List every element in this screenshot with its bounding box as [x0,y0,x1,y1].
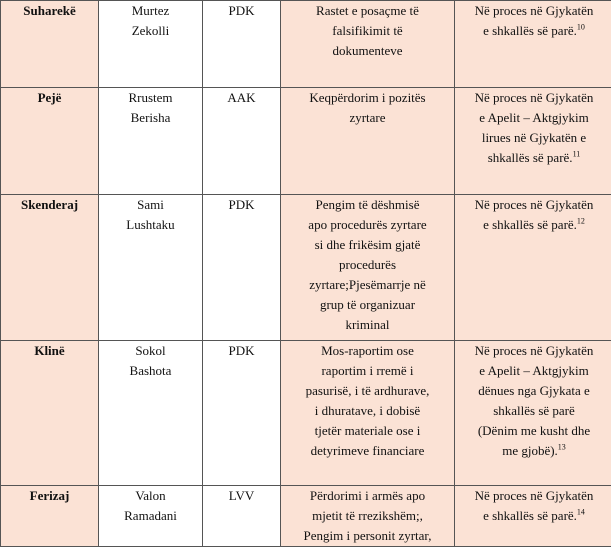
party-cell [203,341,281,486]
status-text: shkallës së parë. [488,150,573,165]
official-name-cell [99,1,203,88]
status-text: me gjobë). [502,443,558,458]
cell-line: falsifikimit të [285,21,450,41]
footnote-ref: 14 [577,508,585,517]
table-row [1,486,611,547]
cell-line: Përdorimi i armës apo [285,486,450,506]
table-row [1,195,611,341]
cell-line [459,21,609,41]
cell-line [459,88,609,108]
footnote-ref: 10 [577,23,585,32]
charge-cell [281,88,455,195]
municipality-name: Klinë [34,343,64,358]
table-row [1,1,611,88]
cell-line: Rrustem [103,88,198,108]
party-name: PDK [228,3,254,18]
cell-line [459,506,609,526]
cell-line: zyrtare;Pjesëmarrje në [285,275,450,295]
party-name: PDK [228,343,254,358]
municipality-cell [1,88,99,195]
municipality-name: Skenderaj [21,197,78,212]
cell-line: zyrtare [285,108,450,128]
status-text: Në proces në Gjykatën [475,197,594,212]
municipality-cell [1,341,99,486]
official-name-cell [99,195,203,341]
municipality-cell [1,1,99,88]
status-text: e Apelit – Aktgjykim [479,110,588,125]
cell-line [459,148,609,168]
cell-line: grup të organizuar [285,295,450,315]
case-status-cell [455,1,611,88]
charge-cell [281,486,455,547]
cell-line: pasurisë, i të ardhurave, [285,381,450,401]
cell-line: kriminal [285,315,450,335]
cell-line: Ramadani [103,506,198,526]
footnote-ref: 11 [573,150,581,159]
status-text: e shkallës së parë. [483,508,577,523]
cell-line: Pengim të dëshmisë [285,195,450,215]
party-name: LVV [229,488,255,503]
cell-line: Berisha [103,108,198,128]
party-name: PDK [228,197,254,212]
cell-line [459,441,609,461]
cell-line: Keqpërdorim i pozitës [285,88,450,108]
status-text: e Apelit – Aktgjykim [479,363,588,378]
party-cell [203,88,281,195]
cell-line: tjetër materiale ose i [285,421,450,441]
official-name-cell [99,486,203,547]
status-text: shkallës së parë [493,403,575,418]
cell-line: Lushtaku [103,215,198,235]
status-text: dënues nga Gjykata e [478,383,590,398]
cell-line [459,215,609,235]
cell-line: Sami [103,195,198,215]
cell-line: Pengim i personit zyrtar, [285,526,450,546]
status-text: Në proces në Gjykatën [475,343,594,358]
status-text: Në proces në Gjykatën [475,488,594,503]
cell-line: procedurës [285,255,450,275]
cell-line [459,381,609,401]
cell-line: Rastet e posaçme të [285,1,450,21]
cell-line [459,486,609,506]
cell-line [459,361,609,381]
municipality-name: Suharekë [23,3,76,18]
cell-line: Bashota [103,361,198,381]
cell-line: Zekolli [103,21,198,41]
charge-cell [281,1,455,88]
case-status-cell [455,341,611,486]
footnote-ref: 13 [558,443,566,452]
official-name-cell [99,88,203,195]
party-cell [203,195,281,341]
municipality-cell [1,486,99,547]
cell-line: detyrimeve financiare [285,441,450,461]
table-row [1,88,611,195]
charge-cell [281,195,455,341]
case-status-cell [455,195,611,341]
officials-table-body [1,1,611,547]
cell-line: apo procedurës zyrtare [285,215,450,235]
cell-line: Valon [103,486,198,506]
cell-line [459,341,609,361]
municipality-cell [1,195,99,341]
cell-line: dokumenteve [285,41,450,61]
status-text: Në proces në Gjykatën [475,3,594,18]
cell-line [459,1,609,21]
cell-line: si dhe frikësim gjatë [285,235,450,255]
status-text: e shkallës së parë. [483,217,577,232]
party-cell [203,486,281,547]
status-text: Në proces në Gjykatën [475,90,594,105]
cell-line: i dhuratave, i dobisë [285,401,450,421]
party-name: AAK [227,90,255,105]
status-text: e shkallës së parë. [483,23,577,38]
charge-cell [281,341,455,486]
case-status-cell [455,486,611,547]
cell-line [459,401,609,421]
cell-line [459,195,609,215]
cell-line: Sokol [103,341,198,361]
cell-line: Murtez [103,1,198,21]
cell-line: mjetit të rrezikshëm;, [285,506,450,526]
official-name-cell [99,341,203,486]
party-cell [203,1,281,88]
cell-line [459,421,609,441]
table-row [1,341,611,486]
cell-line: raportim i rremë i [285,361,450,381]
municipality-name: Ferizaj [30,488,70,503]
cell-line: Mos-raportim ose [285,341,450,361]
footnote-ref: 12 [577,217,585,226]
status-text: (Dënim me kusht dhe [478,423,590,438]
case-status-cell [455,88,611,195]
municipality-name: Pejë [38,90,62,105]
cell-line [459,108,609,128]
status-text: lirues në Gjykatën e [482,130,586,145]
cell-line [459,128,609,148]
